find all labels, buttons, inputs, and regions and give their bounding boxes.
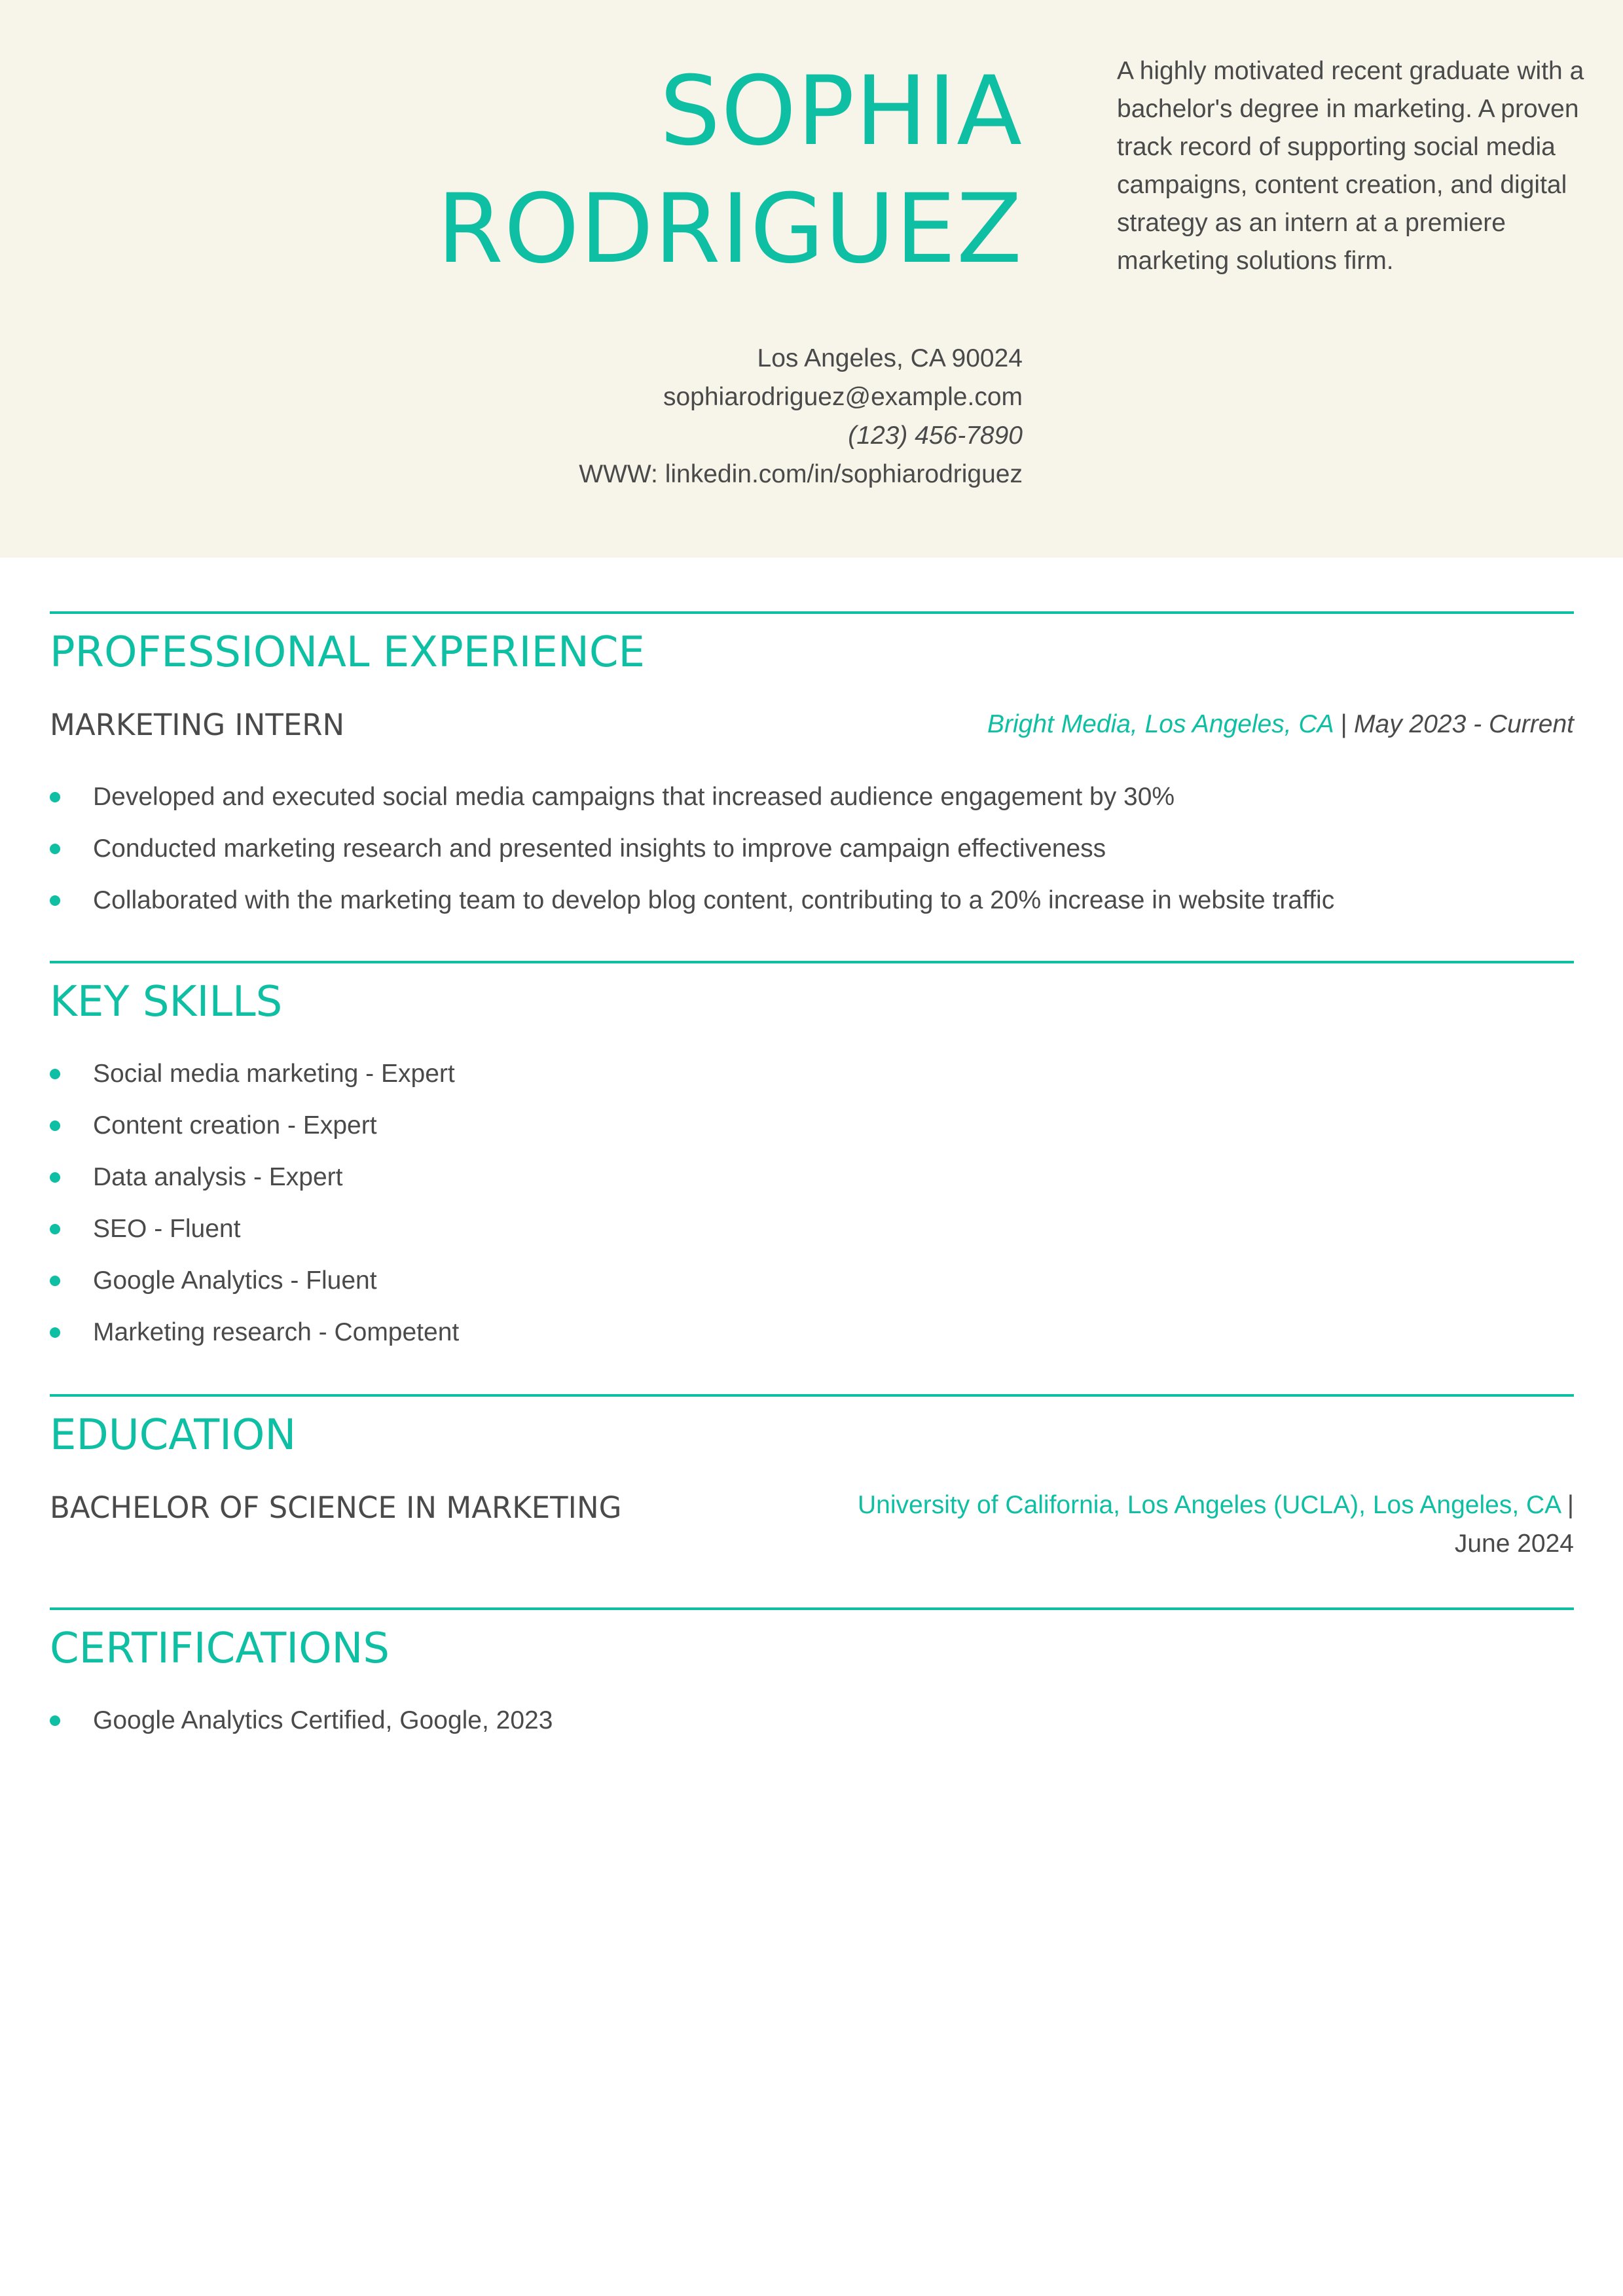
degree: BACHELOR OF SCIENCE IN MARKETING — [50, 1490, 622, 1525]
section-divider — [50, 611, 1574, 614]
job-meta — [987, 706, 1574, 744]
meta-separator: | — [1560, 1491, 1574, 1519]
list-item: Marketing research - Competent — [50, 1306, 459, 1358]
website: WWW: linkedin.com/in/sophiarodriguez — [579, 460, 1023, 488]
header-band — [0, 0, 1623, 558]
list-item: Google Analytics Certified, Google, 2023 — [50, 1695, 553, 1746]
experience-heading: PROFESSIONAL EXPERIENCE — [50, 628, 645, 677]
section-divider — [50, 1394, 1574, 1397]
meta-separator: | — [1333, 710, 1355, 738]
list-item: Conducted marketing research and presented insights to improve campaign effectiveness — [50, 823, 1334, 874]
section-divider — [50, 1607, 1574, 1610]
school: University of California, Los Angeles (UCLA), Los Angeles, CA — [858, 1491, 1561, 1519]
certifications-list — [50, 1695, 553, 1746]
skills-heading: KEY SKILLS — [50, 978, 283, 1026]
section-divider — [50, 961, 1574, 963]
company: Bright Media, Los Angeles, CA — [987, 710, 1334, 738]
experience-section — [50, 611, 1574, 925]
certifications-section — [50, 1607, 1574, 1765]
list-item: Content creation - Expert — [50, 1100, 459, 1151]
certifications-heading: CERTIFICATIONS — [50, 1624, 390, 1673]
job-title: MARKETING INTERN — [50, 708, 345, 742]
school-line — [858, 1486, 1574, 1524]
skills-section — [50, 961, 1574, 1354]
list-item: SEO - Fluent — [50, 1203, 459, 1255]
list-item: Data analysis - Expert — [50, 1151, 459, 1203]
list-item: Social media marketing - Expert — [50, 1048, 459, 1100]
phone: (123) 456-7890 — [848, 422, 1023, 450]
list-item: Google Analytics - Fluent — [50, 1255, 459, 1306]
list-item: Collaborated with the marketing team to develop blog content, contributing to a 20% increase in website traffic — [50, 874, 1334, 926]
skills-list — [50, 1048, 459, 1358]
education-heading: EDUCATION — [50, 1411, 297, 1460]
location: Los Angeles, CA 90024 — [757, 344, 1023, 372]
education-section — [50, 1394, 1574, 1577]
first-name: SOPHIA — [659, 56, 1023, 167]
summary: A highly motivated recent graduate with a bachelor's degree in marketing. A proven track record of supporting social media campaigns, content creation, and digital strategy as an intern at a premiere marketing solutions firm. — [1117, 57, 1584, 275]
list-item: Developed and executed social media campaigns that increased audience engagement by 30% — [50, 771, 1334, 823]
email: sophiarodriguez@example.com — [663, 383, 1023, 411]
job-dates: May 2023 - Current — [1354, 710, 1574, 738]
education-meta — [858, 1486, 1574, 1563]
last-name: RODRIGUEZ — [437, 173, 1023, 285]
graduation-date: June 2024 — [1454, 1530, 1574, 1558]
experience-bullets — [50, 771, 1334, 926]
contact-info — [579, 339, 1023, 493]
candidate-name — [437, 52, 1023, 288]
